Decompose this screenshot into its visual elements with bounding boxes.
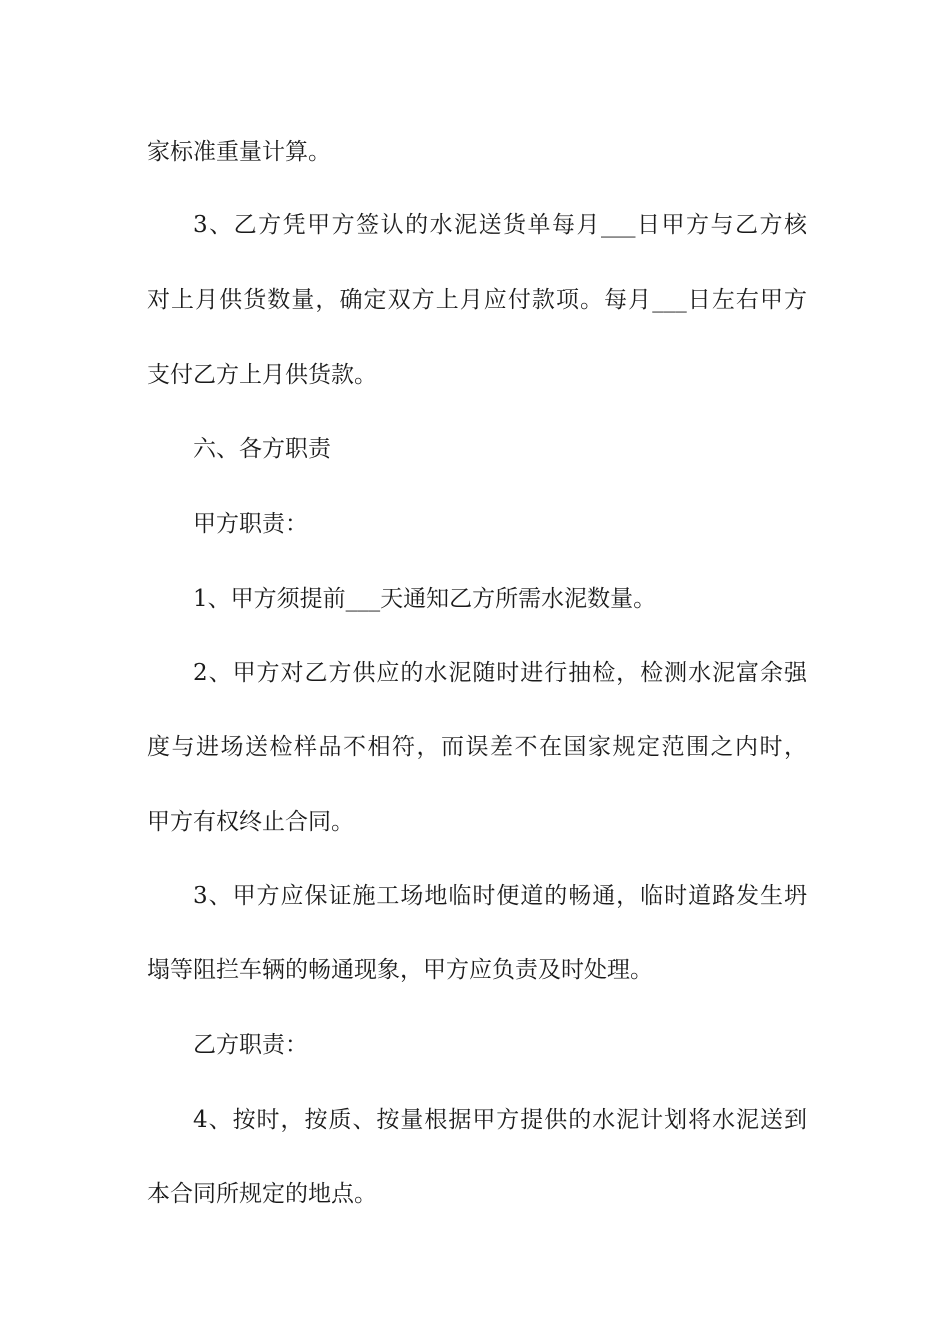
paragraph-line: 3、乙方凭甲方签认的水泥送货单每月___日甲方与乙方核: [193, 212, 807, 238]
paragraph-line: 对上月供货数量，确定双方上月应付款项。每月___日左右甲方: [147, 287, 807, 313]
paragraph-line: 甲方有权终止合同。: [147, 809, 354, 835]
section-heading: 六、各方职责: [193, 436, 331, 462]
subsection-heading: 乙方职责：: [193, 1032, 308, 1058]
paragraph-line: 支付乙方上月供货款。: [147, 362, 377, 388]
paragraph-line: 3、甲方应保证施工场地临时便道的畅通，临时道路发生坍: [193, 883, 807, 909]
paragraph-line: 1、甲方须提前___天通知乙方所需水泥数量。: [193, 586, 657, 612]
paragraph-line: 本合同所规定的地点。: [147, 1181, 377, 1207]
paragraph-line: 4、按时，按质、按量根据甲方提供的水泥计划将水泥送到: [193, 1107, 807, 1133]
paragraph-line: 家标准重量计算。: [147, 139, 331, 165]
subsection-heading: 甲方职责：: [193, 511, 308, 537]
paragraph-line: 2、甲方对乙方供应的水泥随时进行抽检，检测水泥富余强: [193, 660, 807, 686]
paragraph-line: 度与进场送检样品不相符，而误差不在国家规定范围之内时，: [147, 734, 807, 760]
paragraph-line: 塌等阻拦车辆的畅通现象，甲方应负责及时处理。: [147, 957, 653, 983]
